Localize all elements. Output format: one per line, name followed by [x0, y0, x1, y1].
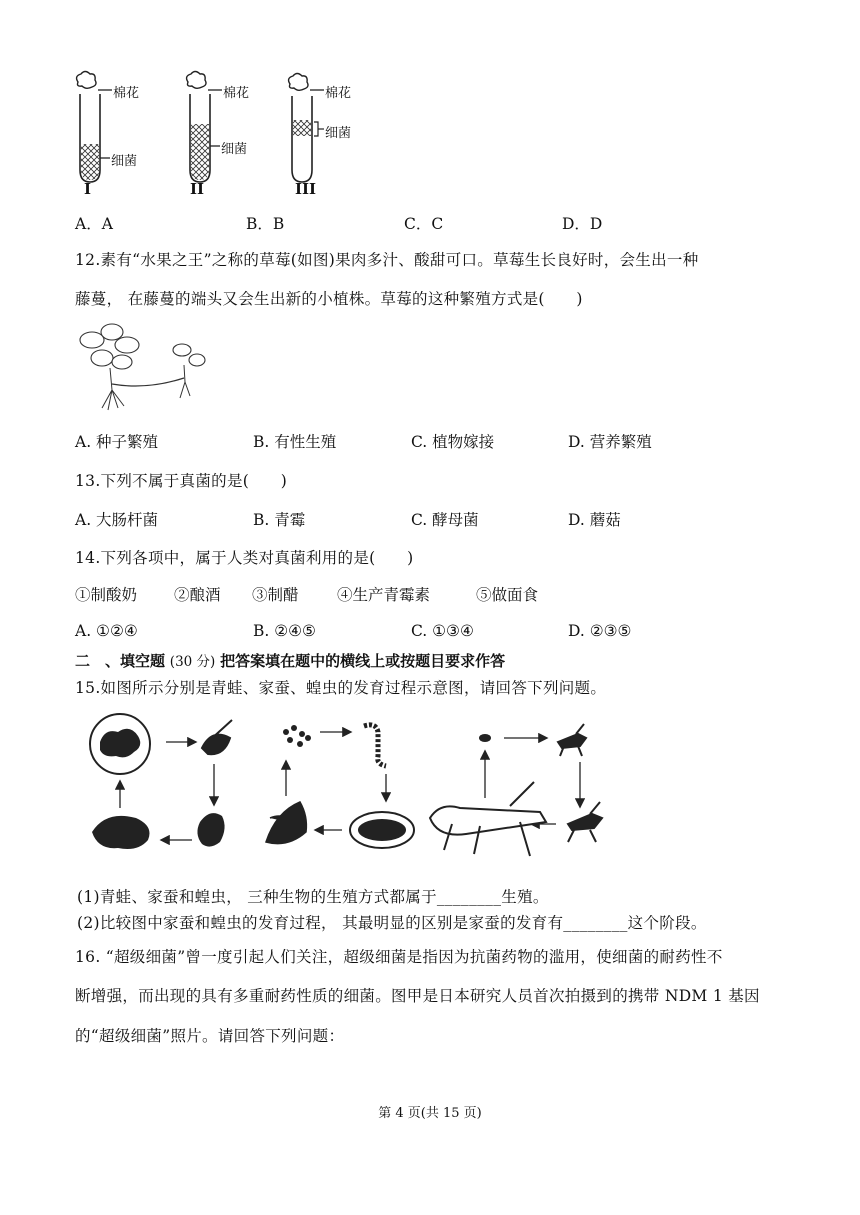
q16-line2: 断增强，而出现的具有多重耐药性质的细菌。图甲是日本研究人员首次拍摄到的携带 NDM 1 基因 — [75, 987, 760, 1005]
q14-item-4: ④生产青霉素 — [337, 586, 431, 604]
q13-option-a: A. 大肠杆菌 — [75, 511, 159, 529]
tube3-numeral: III — [295, 180, 317, 198]
page-footer: 第 4 页(共 15 页) — [378, 1106, 482, 1121]
tube2-cotton-label: 棉花 — [223, 86, 250, 101]
q15-sub1: (1)青蛙、家蚕和蝗虫， 三种生物的生殖方式都属于________生殖。 — [77, 888, 549, 906]
tube2-numeral: II — [190, 180, 205, 198]
q12-option-c: C. 植物嫁接 — [411, 433, 495, 451]
q11-option-a: A．A — [75, 215, 113, 233]
tube-2 — [187, 72, 222, 183]
tube3-cotton-label: 棉花 — [325, 86, 352, 101]
locust-cycle — [430, 724, 602, 856]
q14-option-d: D. ②③⑤ — [568, 622, 632, 640]
strawberry-plant-image — [72, 320, 212, 415]
q16-line1: 16. “超级细菌”曾一度引起人们关注，超级细菌是指因为抗菌药物的滥用，使细菌的耐药性不 — [75, 948, 723, 966]
q15-sub2: (2)比较图中家蚕和蝗虫的发育过程， 其最明显的区别是家蚕的发育有________这个阶段。 — [77, 914, 707, 932]
q14-option-a: A. ①②④ — [75, 622, 138, 640]
tube3-bacteria-label: 细菌 — [325, 126, 352, 141]
tube1-cotton-label: 棉花 — [113, 86, 140, 101]
q12-option-a: A. 种子繁殖 — [75, 433, 159, 451]
q16-line3: 的“超级细菌”照片。请回答下列问题： — [75, 1027, 345, 1045]
section2-heading — [75, 650, 505, 671]
tube1-numeral: I — [84, 180, 92, 198]
tube-1 — [77, 72, 112, 183]
tube-3 — [289, 74, 324, 183]
q14-item-1: ①制酸奶 — [75, 586, 138, 604]
q14-stem: 14.下列各项中，属于人类对真菌利用的是( ) — [75, 549, 414, 567]
section2-score: (30 分) — [169, 654, 216, 670]
q14-option-c: C. ①③④ — [411, 622, 474, 640]
section2-instruction: 把答案填在题中的横线上或按题目要求作答 — [220, 652, 506, 670]
frog-cycle — [90, 714, 232, 849]
q13-option-b: B. 青霉 — [253, 511, 306, 529]
q14-option-b: B. ②④⑤ — [253, 622, 316, 640]
q15-stem: 15.如图所示分别是青蛙、家蚕、蝗虫的发育过程示意图，请回答下列问题。 — [75, 679, 607, 697]
q12-option-b: B. 有性生殖 — [253, 433, 337, 451]
q13-stem: 13.下列不属于真菌的是( ) — [75, 472, 288, 490]
section2-number: 二 、填空题 — [75, 652, 166, 670]
life-cycle-figure — [80, 712, 640, 872]
q14-item-5: ⑤做面食 — [476, 586, 539, 604]
q14-item-3: ③制醋 — [252, 586, 299, 604]
q13-option-c: C. 酵母菌 — [411, 511, 479, 529]
q11-option-b: B．B — [246, 215, 285, 233]
q13-option-d: D. 蘑菇 — [568, 511, 621, 529]
silkworm-cycle — [266, 725, 414, 848]
tube1-bacteria-label: 细菌 — [111, 154, 138, 169]
q14-item-2: ②酿酒 — [174, 586, 221, 604]
q12-stem-line2: 藤蔓， 在藤蔓的端头又会生出新的小植株。草莓的这种繁殖方式是( ) — [75, 290, 583, 308]
q12-option-d: D. 营养繁殖 — [568, 433, 652, 451]
q12-stem-line1: 12.素有“水果之王”之称的草莓(如图)果肉多汁、酸甜可口。草莓生长良好时，会生出一种 — [75, 251, 699, 269]
q11-option-c: C．C — [404, 215, 444, 233]
q11-option-d: D．D — [562, 215, 603, 233]
tube2-bacteria-label: 细菌 — [221, 142, 248, 157]
